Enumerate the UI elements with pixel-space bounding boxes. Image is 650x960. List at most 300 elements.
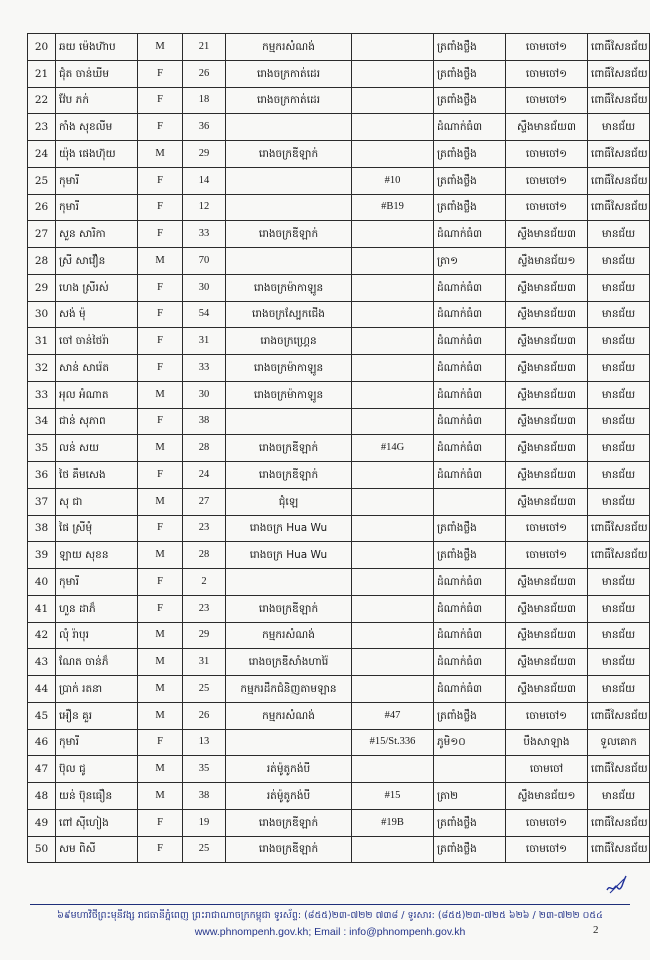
house-number-cell: [352, 248, 434, 275]
table-row: [28, 836, 650, 863]
street-cell: ត្រពាំងថ្លឹង: [434, 542, 506, 569]
age-cell: 24: [183, 462, 226, 489]
table-row: [28, 114, 650, 141]
age-cell: 27: [183, 488, 226, 515]
commune-cell: មានជ័យ: [588, 301, 650, 328]
house-number-cell: [352, 542, 434, 569]
age-cell: 26: [183, 60, 226, 87]
age-cell: 25: [183, 676, 226, 703]
person-name: លុំ រ៉ាបុរ: [56, 622, 138, 649]
page-number: 2: [593, 924, 599, 936]
age-cell: 23: [183, 515, 226, 542]
village-cell: ស្ទឹងមានជ័យ១: [506, 783, 588, 810]
street-cell: [434, 488, 506, 515]
commune-cell: ពោធិ៍សែនជ័យ: [588, 194, 650, 221]
roster-table: [27, 33, 650, 863]
occupation-cell: រោងចក្រឌីឡាក់: [226, 221, 352, 248]
age-cell: 23: [183, 595, 226, 622]
table-row: [28, 809, 650, 836]
occupation-cell: រត់ម៉ូតូកង់បី: [226, 756, 352, 783]
village-cell: ស្ទឹងមានជ័យ៣: [506, 114, 588, 141]
village-cell: ចោមចៅ១: [506, 194, 588, 221]
house-number-cell: [352, 408, 434, 435]
row-number: 49: [28, 809, 56, 836]
footer-divider: [30, 904, 630, 905]
village-cell: ចោមចៅ១: [506, 34, 588, 61]
table-row: [28, 248, 650, 275]
age-cell: 38: [183, 783, 226, 810]
village-cell: ស្ទឹងមានជ័យ៣: [506, 435, 588, 462]
table-row: [28, 328, 650, 355]
occupation-cell: រោងចក្រឌីឡាក់: [226, 435, 352, 462]
table-row: [28, 274, 650, 301]
village-cell: ស្ទឹងមានជ័យ៣: [506, 622, 588, 649]
footer-address: ៦៩មហាវិថីព្រះមុនីវង្ស រាជធានីភ្នំពេញ ព្រះរាជាណាចក្រកម្ពុជា ទូរស័ព្ទ: (៨៥៥)២៣-៧២២ ៧៣៨ / ទូរសារ: (៨៥៥)២៣-៧២៥ ៦២៦ / ២៣-៧២២ ០៥៤: [57, 910, 603, 921]
age-cell: 2: [183, 569, 226, 596]
age-cell: 12: [183, 194, 226, 221]
table-row: [28, 34, 650, 61]
row-number: 38: [28, 515, 56, 542]
commune-cell: មានជ័យ: [588, 274, 650, 301]
row-number: 31: [28, 328, 56, 355]
street-cell: ដំណាក់ធំ៣: [434, 301, 506, 328]
sex-cell: M: [138, 488, 183, 515]
house-number-cell: [352, 569, 434, 596]
commune-cell: ពោធិ៍សែនជ័យ: [588, 34, 650, 61]
person-name: វ៉ែប ភក់: [56, 87, 138, 114]
sex-cell: M: [138, 34, 183, 61]
age-cell: 28: [183, 435, 226, 462]
street-cell: ដំណាក់ធំ៣: [434, 435, 506, 462]
person-name: យ៉ុង ផេងហ៊ុយ: [56, 141, 138, 168]
person-name: សុ ជា: [56, 488, 138, 515]
occupation-cell: រោងចក្រកាត់ដេរ: [226, 87, 352, 114]
house-number-cell: [352, 60, 434, 87]
street-cell: ដំណាក់ធំ៣: [434, 462, 506, 489]
person-name: សួន សារិកា: [56, 221, 138, 248]
person-name: កុមារី: [56, 569, 138, 596]
street-cell: ត្រពាំងថ្លឹង: [434, 60, 506, 87]
footer-contact-link[interactable]: www.phnompenh.gov.kh; Email : info@phnompenh.gov.kh: [194, 926, 466, 938]
row-number: 43: [28, 649, 56, 676]
occupation-cell: រោងចក្រហ្គ្រេន: [226, 328, 352, 355]
commune-cell: មានជ័យ: [588, 435, 650, 462]
occupation-cell: [226, 569, 352, 596]
age-cell: 25: [183, 836, 226, 863]
row-number: 25: [28, 167, 56, 194]
age-cell: 35: [183, 756, 226, 783]
occupation-cell: រោងចក្រម៉ាកាឡូន: [226, 355, 352, 382]
age-cell: 21: [183, 34, 226, 61]
age-cell: 29: [183, 622, 226, 649]
commune-cell: ពោធិ៍សែនជ័យ: [588, 542, 650, 569]
sex-cell: F: [138, 87, 183, 114]
person-name: ឡាយ សុខន: [56, 542, 138, 569]
sex-cell: M: [138, 435, 183, 462]
street-cell: ត្រពាំងថ្លឹង: [434, 836, 506, 863]
village-cell: ស្ទឹងមានជ័យ៣: [506, 381, 588, 408]
house-number-cell: [352, 756, 434, 783]
row-number: 48: [28, 783, 56, 810]
street-cell: ដំណាក់ធំ៣: [434, 595, 506, 622]
house-number-cell: [352, 355, 434, 382]
person-name: ប្រាក់ រតនា: [56, 676, 138, 703]
row-number: 50: [28, 836, 56, 863]
table-row: [28, 462, 650, 489]
sex-cell: F: [138, 221, 183, 248]
roster-body: [28, 34, 650, 863]
person-name: ប៊ុល ជូ: [56, 756, 138, 783]
sex-cell: F: [138, 301, 183, 328]
occupation-cell: រោងចក្រម៉ាកាឡូន: [226, 381, 352, 408]
row-number: 33: [28, 381, 56, 408]
row-number: 32: [28, 355, 56, 382]
table-row: [28, 595, 650, 622]
village-cell: ស្ទឹងមានជ័យ៣: [506, 462, 588, 489]
commune-cell: ពោធិ៍សែនជ័យ: [588, 702, 650, 729]
table-row: [28, 167, 650, 194]
age-cell: 13: [183, 729, 226, 756]
occupation-cell: [226, 408, 352, 435]
row-number: 39: [28, 542, 56, 569]
table-row: [28, 756, 650, 783]
sex-cell: F: [138, 569, 183, 596]
sex-cell: M: [138, 702, 183, 729]
age-cell: 29: [183, 141, 226, 168]
sex-cell: F: [138, 595, 183, 622]
row-number: 42: [28, 622, 56, 649]
person-name: កុមារី: [56, 167, 138, 194]
house-number-cell: #15: [352, 783, 434, 810]
row-number: 29: [28, 274, 56, 301]
street-cell: ដំណាក់ធំ៣: [434, 221, 506, 248]
street-cell: ដំណាក់ធំ៣: [434, 114, 506, 141]
sex-cell: F: [138, 408, 183, 435]
village-cell: ចោមចៅ១: [506, 87, 588, 114]
person-name: ថៃ គឹមសេង: [56, 462, 138, 489]
street-cell: [434, 756, 506, 783]
village-cell: ស្ទឹងមានជ័យ៣: [506, 355, 588, 382]
person-name: កាំង សុខលីម: [56, 114, 138, 141]
person-name: ឆយ ម៉េងហ៊ាប: [56, 34, 138, 61]
age-cell: 38: [183, 408, 226, 435]
table-row: [28, 141, 650, 168]
person-name: កុមារី: [56, 729, 138, 756]
occupation-cell: [226, 167, 352, 194]
commune-cell: មានជ័យ: [588, 221, 650, 248]
commune-cell: ពោធិ៍សែនជ័យ: [588, 87, 650, 114]
village-cell: ស្ទឹងមានជ័យ៣: [506, 301, 588, 328]
row-number: 26: [28, 194, 56, 221]
commune-cell: មានជ័យ: [588, 622, 650, 649]
commune-cell: ពោធិ៍សែនជ័យ: [588, 167, 650, 194]
commune-cell: ទួលគោក: [588, 729, 650, 756]
person-name: ចៅ ចាន់ថៃរ៉ា: [56, 328, 138, 355]
table-row: [28, 381, 650, 408]
village-cell: ស្ទឹងមានជ័យ៣: [506, 569, 588, 596]
sex-cell: M: [138, 649, 183, 676]
table-row: [28, 649, 650, 676]
table-row: [28, 729, 650, 756]
street-cell: ដំណាក់ធំ៣: [434, 328, 506, 355]
house-number-cell: [352, 515, 434, 542]
row-number: 30: [28, 301, 56, 328]
sex-cell: F: [138, 515, 183, 542]
house-number-cell: [352, 301, 434, 328]
age-cell: 33: [183, 221, 226, 248]
row-number: 23: [28, 114, 56, 141]
row-number: 45: [28, 702, 56, 729]
age-cell: 26: [183, 702, 226, 729]
table-row: [28, 355, 650, 382]
commune-cell: ពោធិ៍សែនជ័យ: [588, 515, 650, 542]
person-name: យន់ ប៊ុនធឿន: [56, 783, 138, 810]
table-row: [28, 783, 650, 810]
house-number-cell: [352, 274, 434, 301]
house-number-cell: #10: [352, 167, 434, 194]
occupation-cell: រោងចក្រឌីសាំងហារ៉ៃ: [226, 649, 352, 676]
house-number-cell: [352, 649, 434, 676]
house-number-cell: [352, 836, 434, 863]
sex-cell: F: [138, 462, 183, 489]
sex-cell: F: [138, 194, 183, 221]
commune-cell: ពោធិ៍សែនជ័យ: [588, 836, 650, 863]
house-number-cell: [352, 622, 434, 649]
commune-cell: មានជ័យ: [588, 381, 650, 408]
sex-cell: F: [138, 809, 183, 836]
house-number-cell: [352, 34, 434, 61]
village-cell: ស្ទឹងមានជ័យ៣: [506, 649, 588, 676]
table-row: [28, 622, 650, 649]
row-number: 40: [28, 569, 56, 596]
occupation-cell: កម្មករដឹកជំនិញតាមឡាន: [226, 676, 352, 703]
village-cell: ស្ទឹងមានជ័យ៣: [506, 488, 588, 515]
street-cell: ដំណាក់ធំ៣: [434, 381, 506, 408]
occupation-cell: រោងចក្រកាត់ដេរ: [226, 60, 352, 87]
row-number: 22: [28, 87, 56, 114]
age-cell: 30: [183, 274, 226, 301]
age-cell: 14: [183, 167, 226, 194]
street-cell: ត្រពាំងថ្លឹង: [434, 167, 506, 194]
occupation-cell: រោងចក្រឌីឡាក់: [226, 809, 352, 836]
age-cell: 19: [183, 809, 226, 836]
street-cell: ត្រពាំងថ្លឹង: [434, 141, 506, 168]
house-number-cell: [352, 488, 434, 515]
house-number-cell: #B19: [352, 194, 434, 221]
village-cell: ស្ទឹងមានជ័យ១: [506, 248, 588, 275]
occupation-cell: កម្មករសំណង់: [226, 622, 352, 649]
occupation-cell: រោងចក្រស្បែកជើង: [226, 301, 352, 328]
village-cell: ចោមចៅ១: [506, 515, 588, 542]
occupation-cell: [226, 114, 352, 141]
commune-cell: មានជ័យ: [588, 649, 650, 676]
village-cell: ចោមចៅ១: [506, 141, 588, 168]
occupation-cell: រោងចក្រឌីឡាក់: [226, 141, 352, 168]
sex-cell: F: [138, 114, 183, 141]
row-number: 27: [28, 221, 56, 248]
house-number-cell: [352, 676, 434, 703]
street-cell: ដំណាក់ធំ៣: [434, 649, 506, 676]
occupation-cell: រោងចក្រ Hua Wu: [226, 515, 352, 542]
commune-cell: មានជ័យ: [588, 408, 650, 435]
table-row: [28, 60, 650, 87]
person-name: អុល អំណាត: [56, 381, 138, 408]
occupation-cell: រោងចក្រឌីឡាក់: [226, 595, 352, 622]
commune-cell: មានជ័យ: [588, 328, 650, 355]
row-number: 34: [28, 408, 56, 435]
commune-cell: មានជ័យ: [588, 355, 650, 382]
table-row: [28, 542, 650, 569]
street-cell: ត្រពាំងថ្លឹង: [434, 809, 506, 836]
village-cell: ស្ទឹងមានជ័យ៣: [506, 408, 588, 435]
village-cell: ស្ទឹងមានជ័យ៣: [506, 274, 588, 301]
sex-cell: F: [138, 60, 183, 87]
occupation-cell: [226, 248, 352, 275]
age-cell: 70: [183, 248, 226, 275]
sex-cell: M: [138, 542, 183, 569]
house-number-cell: #15/St.336: [352, 729, 434, 756]
commune-cell: មានជ័យ: [588, 462, 650, 489]
village-cell: ស្ទឹងមានជ័យ៣: [506, 328, 588, 355]
row-number: 21: [28, 60, 56, 87]
person-name: ជាន់ សុភាព: [56, 408, 138, 435]
commune-cell: មានជ័យ: [588, 114, 650, 141]
age-cell: 30: [183, 381, 226, 408]
age-cell: 31: [183, 328, 226, 355]
table-row: [28, 194, 650, 221]
sex-cell: F: [138, 355, 183, 382]
sex-cell: M: [138, 381, 183, 408]
sex-cell: F: [138, 274, 183, 301]
commune-cell: មានជ័យ: [588, 783, 650, 810]
commune-cell: មានជ័យ: [588, 569, 650, 596]
village-cell: បឹងសាឡាង: [506, 729, 588, 756]
occupation-cell: ជុំឡេ: [226, 488, 352, 515]
street-cell: ត្រា១: [434, 248, 506, 275]
row-number: 20: [28, 34, 56, 61]
row-number: 41: [28, 595, 56, 622]
occupation-cell: រោងចក្រឌីឡាក់: [226, 836, 352, 863]
sex-cell: M: [138, 756, 183, 783]
table-row: [28, 435, 650, 462]
house-number-cell: [352, 381, 434, 408]
row-number: 28: [28, 248, 56, 275]
table-row: [28, 515, 650, 542]
sex-cell: F: [138, 328, 183, 355]
street-cell: ត្រពាំងថ្លឹង: [434, 515, 506, 542]
commune-cell: មានជ័យ: [588, 676, 650, 703]
person-name: ហួន ដាភ៏: [56, 595, 138, 622]
age-cell: 54: [183, 301, 226, 328]
row-number: 47: [28, 756, 56, 783]
house-number-cell: [352, 328, 434, 355]
house-number-cell: [352, 141, 434, 168]
village-cell: ចោមចៅ១: [506, 702, 588, 729]
occupation-cell: រោងចក្រ Hua Wu: [226, 542, 352, 569]
street-cell: ដំណាក់ធំ៣: [434, 355, 506, 382]
sex-cell: M: [138, 622, 183, 649]
person-name: សាន់ សារ៉េត: [56, 355, 138, 382]
house-number-cell: #19B: [352, 809, 434, 836]
village-cell: ចោមចៅ១: [506, 542, 588, 569]
occupation-cell: កម្មករសំណង់: [226, 702, 352, 729]
table-row: [28, 87, 650, 114]
occupation-cell: [226, 729, 352, 756]
row-number: 44: [28, 676, 56, 703]
village-cell: ស្ទឹងមានជ័យ៣: [506, 221, 588, 248]
commune-cell: ពោធិ៍សែនជ័យ: [588, 756, 650, 783]
commune-cell: ពោធិ៍សែនជ័យ: [588, 809, 650, 836]
street-cell: ត្រពាំងថ្លឹង: [434, 702, 506, 729]
person-name: ពៅ ស៊ីហៀង: [56, 809, 138, 836]
sex-cell: M: [138, 783, 183, 810]
house-number-cell: [352, 114, 434, 141]
street-cell: ដំណាក់ធំ៣: [434, 622, 506, 649]
street-cell: ភូមិ១០: [434, 729, 506, 756]
commune-cell: មានជ័យ: [588, 595, 650, 622]
village-cell: ស្ទឹងមានជ័យ៣: [506, 595, 588, 622]
commune-cell: មានជ័យ: [588, 248, 650, 275]
row-number: 36: [28, 462, 56, 489]
age-cell: 28: [183, 542, 226, 569]
row-number: 37: [28, 488, 56, 515]
person-name: ផៃ ស្រីមុំ: [56, 515, 138, 542]
occupation-cell: កម្មករសំណង់: [226, 34, 352, 61]
street-cell: ដំណាក់ធំ៣: [434, 408, 506, 435]
street-cell: ដំណាក់ធំ៣: [434, 569, 506, 596]
occupation-cell: រោងចក្រឌីឡាក់: [226, 462, 352, 489]
house-number-cell: [352, 595, 434, 622]
row-number: 24: [28, 141, 56, 168]
age-cell: 36: [183, 114, 226, 141]
table-row: [28, 221, 650, 248]
person-name: លន់ សយ: [56, 435, 138, 462]
village-cell: ចោមចៅ១: [506, 836, 588, 863]
sex-cell: F: [138, 167, 183, 194]
person-name: ណែត ចាន់ភ៏: [56, 649, 138, 676]
table-row: [28, 569, 650, 596]
person-name: ជុំត ចាន់ឃីម: [56, 60, 138, 87]
village-cell: ស្ទឹងមានជ័យ៣: [506, 676, 588, 703]
signature-mark: [604, 870, 628, 898]
table-row: [28, 488, 650, 515]
street-cell: ដំណាក់ធំ៣: [434, 676, 506, 703]
village-cell: ចោមចៅ១: [506, 60, 588, 87]
street-cell: ត្រពាំងថ្លឹង: [434, 34, 506, 61]
street-cell: ត្រពាំងថ្លឹង: [434, 87, 506, 114]
sex-cell: M: [138, 141, 183, 168]
house-number-cell: [352, 221, 434, 248]
age-cell: 18: [183, 87, 226, 114]
village-cell: ចោមចៅ: [506, 756, 588, 783]
table-row: [28, 702, 650, 729]
table-row: [28, 676, 650, 703]
person-name: អឿន គួរ: [56, 702, 138, 729]
street-cell: ត្រពាំងថ្លឹង: [434, 194, 506, 221]
house-number-cell: #14G: [352, 435, 434, 462]
street-cell: ត្រា២: [434, 783, 506, 810]
occupation-cell: [226, 194, 352, 221]
occupation-cell: រត់ម៉ូតូកង់បី: [226, 783, 352, 810]
street-cell: ដំណាក់ធំ៣: [434, 274, 506, 301]
age-cell: 31: [183, 649, 226, 676]
house-number-cell: [352, 462, 434, 489]
house-number-cell: #47: [352, 702, 434, 729]
person-name: សង់ ម៉ុ: [56, 301, 138, 328]
table-row: [28, 301, 650, 328]
row-number: 46: [28, 729, 56, 756]
age-cell: 33: [183, 355, 226, 382]
